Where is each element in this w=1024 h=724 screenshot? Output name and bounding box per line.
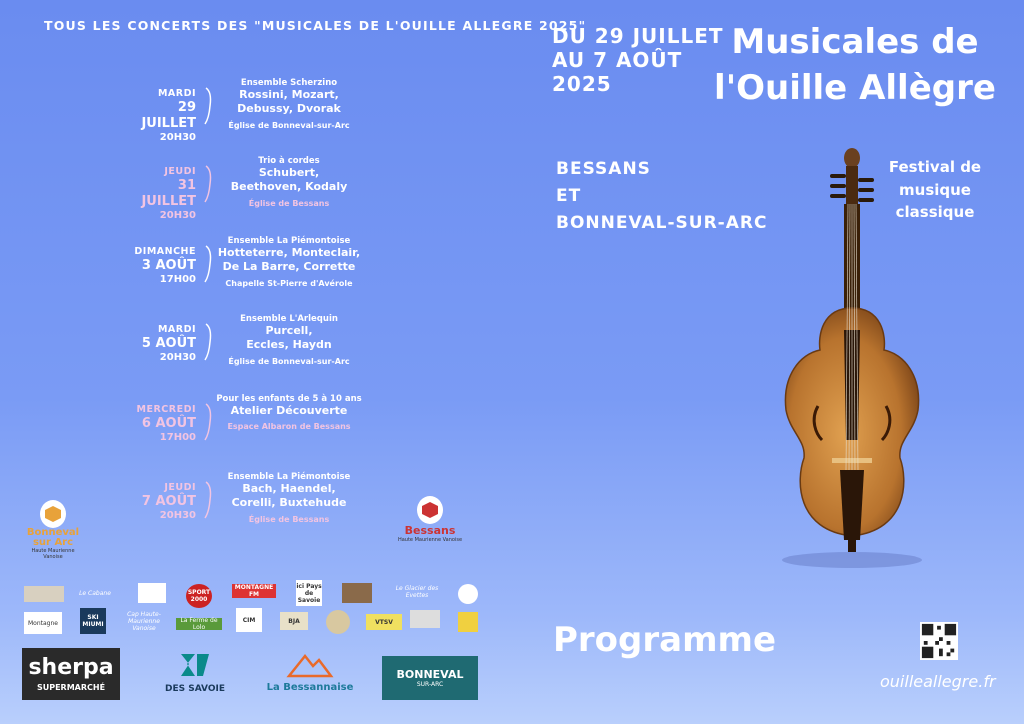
viola-da-gamba-image: [760, 140, 940, 570]
ca-label: DES SAVOIE: [164, 684, 226, 694]
date-line-1: DU 29 JUILLET: [552, 24, 724, 48]
sponsor-photo: [342, 583, 372, 603]
concert-daymonth: 5 AOÛT: [141, 335, 196, 351]
sponsor-ski-miumi: SKI MIUMI: [80, 608, 106, 634]
bessans-name: Bessans: [404, 524, 456, 537]
concert-works: Beethoven, Kodaly: [230, 180, 348, 194]
sponsor-bessannaise: [262, 650, 358, 693]
concert-ensemble: Ensemble La Piémontoise: [227, 472, 351, 482]
date-line-2: AU 7 AOÛT: [552, 48, 683, 72]
sponsor-bonneval: [382, 656, 478, 700]
concert-time: 17H00: [159, 432, 196, 444]
date-line-3: 2025: [552, 72, 612, 96]
concert-date: [120, 246, 196, 287]
concert-daymonth: 6 AOÛT: [141, 415, 196, 431]
concert-info: [214, 394, 364, 431]
sponsor-cabane: Le Cabane: [79, 589, 111, 597]
concert-daymonth: 3 AOÛT: [141, 257, 196, 273]
concert-info: [214, 78, 364, 130]
concert-date: [120, 324, 196, 365]
festival-line-3: classique: [895, 203, 975, 221]
concert-day: JEUDI: [164, 166, 196, 177]
concert-daymonth: 29 JUILLET: [141, 99, 196, 132]
concert-day: JEUDI: [164, 482, 196, 493]
sponsor-montagne: Montagne: [24, 612, 62, 634]
festival-title: [705, 20, 1005, 112]
sherpa-name: sherpa: [28, 654, 114, 680]
concert-venue: Église de Bessans: [248, 514, 330, 524]
sponsor-sport2000: SPORT 2000: [186, 584, 212, 608]
concert-info: [214, 236, 364, 288]
concert-date: [120, 166, 196, 223]
bonneval-sponsor-sub: SUR-ARC: [416, 681, 444, 688]
sponsor-ferme: La Ferme de Lolo: [176, 618, 222, 630]
concert-time: 17H00: [159, 274, 196, 286]
concert-venue: Église de Bessans: [248, 198, 330, 208]
concert-ensemble: Trio à cordes: [258, 156, 320, 166]
concert-venue: Espace Albaron de Bessans: [227, 422, 351, 432]
sponsor-logo-3: [138, 583, 166, 603]
concert-ensemble: Ensemble La Piémontoise: [227, 236, 351, 246]
bonneval-badge-icon: [40, 500, 66, 528]
concert-venue: Chapelle St-Pierre d'Avérole: [225, 278, 353, 288]
sponsor-ici: ici Pays de Savoie: [296, 580, 322, 606]
concert-entry: [120, 236, 390, 306]
concert-venue: Église de Bonneval-sur-Arc: [228, 120, 350, 130]
bonneval-sub: Haute Maurienne Vanoise: [31, 548, 75, 560]
concert-daymonth: 7 AOÛT: [141, 493, 196, 509]
concert-info: [214, 314, 364, 366]
concert-day: MERCREDI: [136, 404, 196, 415]
festival-line-2: musique: [899, 180, 971, 199]
festival-line-1: Festival de: [888, 158, 982, 176]
concert-works: Purcell,: [265, 324, 313, 337]
bracket-icon: [204, 86, 214, 126]
concert-day: MARDI: [157, 324, 196, 335]
website-link[interactable]: ouilleallegre.fr: [880, 672, 996, 691]
concert-entry: [120, 78, 390, 148]
location-line-2: ET: [556, 186, 582, 207]
concert-day: MARDI: [157, 88, 196, 99]
concert-works: Atelier Découverte: [230, 404, 348, 417]
bonneval-sponsor-name: BONNEVAL: [396, 668, 464, 681]
bracket-icon: [204, 244, 214, 284]
sponsor-logo-grey: [410, 610, 440, 628]
festival-dates: [552, 24, 724, 96]
bracket-icon: [204, 322, 214, 362]
sponsor-sherpa: [22, 648, 120, 700]
sponsor-glacier: Le Glacier des Evettes: [395, 585, 439, 599]
concert-entry: [120, 156, 390, 226]
concert-works: De La Barre, Corrette: [222, 260, 356, 274]
bessans-sub: Haute Maurienne Vanoise: [397, 537, 463, 543]
sponsor-cap: Cap Haute-Maurienne Vanoise: [127, 610, 161, 632]
program-heading: TOUS LES CONCERTS DES "MUSICALES DE L'OUILLE ALLEGRE 2025": [44, 18, 587, 33]
qr-code-icon[interactable]: [920, 622, 958, 660]
sponsor-credit-agricole: [155, 650, 235, 694]
concert-works: Hotteterre, Monteclair,: [217, 246, 361, 259]
concert-info: [214, 472, 364, 524]
sponsor-cim: CIM: [236, 608, 262, 632]
bessans-badge-icon: [417, 496, 443, 524]
sponsor-medal: [326, 610, 350, 634]
bracket-icon: [204, 164, 214, 204]
credit-agricole-icon: [175, 650, 215, 680]
concert-time: 20H30: [159, 352, 196, 364]
concert-venue: Église de Bonneval-sur-Arc: [228, 356, 350, 366]
bonneval-name: Bonneval: [26, 527, 80, 538]
location-line-3: BONNEVAL-SUR-ARC: [556, 213, 768, 234]
bonneval-name2: sur Arc: [32, 537, 74, 548]
concert-ensemble: Ensemble Scherzino: [240, 78, 338, 88]
concert-ensemble: Pour les enfants de 5 à 10 ans: [216, 394, 362, 404]
concert-works: Schubert,: [258, 166, 320, 179]
concert-date: [120, 482, 196, 523]
concert-ensemble: Ensemble L'Arlequin: [240, 314, 338, 324]
location-line-1: BESSANS: [556, 159, 651, 179]
sherpa-sub: SUPERMARCHÉ: [36, 682, 106, 692]
concert-entry: [120, 394, 390, 464]
title-line-1: Musicales de: [731, 22, 979, 62]
concert-date: [120, 88, 196, 145]
concert-date: [120, 404, 196, 445]
concert-works: Rossini, Mozart,: [239, 88, 339, 101]
title-line-2: l'Ouille Allègre: [714, 67, 996, 108]
sponsor-round: [458, 584, 478, 604]
bracket-icon: [204, 480, 214, 520]
programme-label: Programme: [553, 620, 777, 660]
concert-works: Debussy, Dvorak: [237, 102, 341, 116]
concert-time: 20H30: [159, 210, 196, 222]
concert-works: Eccles, Haydn: [246, 338, 332, 352]
logo-bessans: [395, 496, 465, 543]
bracket-icon: [204, 402, 214, 442]
sponsor-yellow: [458, 612, 478, 632]
sponsor-vtsv: VTSV: [366, 614, 402, 630]
concert-daymonth: 31 JUILLET: [141, 177, 196, 210]
concert-works: Bach, Haendel,: [242, 482, 336, 495]
sponsor-montagne-fm: MONTAGNE FM: [232, 584, 276, 598]
sponsor-logo-1: [24, 586, 64, 602]
festival-locations: [556, 156, 767, 238]
sponsor-bja: BJA: [280, 612, 308, 630]
concert-time: 20H30: [159, 510, 196, 522]
logo-bonneval: [22, 500, 84, 560]
mountain-icon: [285, 650, 335, 678]
concert-entry: [120, 314, 390, 384]
concert-day: DIMANCHE: [134, 246, 196, 257]
bessannaise-name: La Bessannaise: [266, 682, 354, 693]
concert-entry: [120, 472, 390, 542]
concert-works: Corelli, Buxtehude: [231, 496, 347, 510]
concert-info: [214, 156, 364, 208]
concert-time: 20H30: [159, 132, 196, 144]
